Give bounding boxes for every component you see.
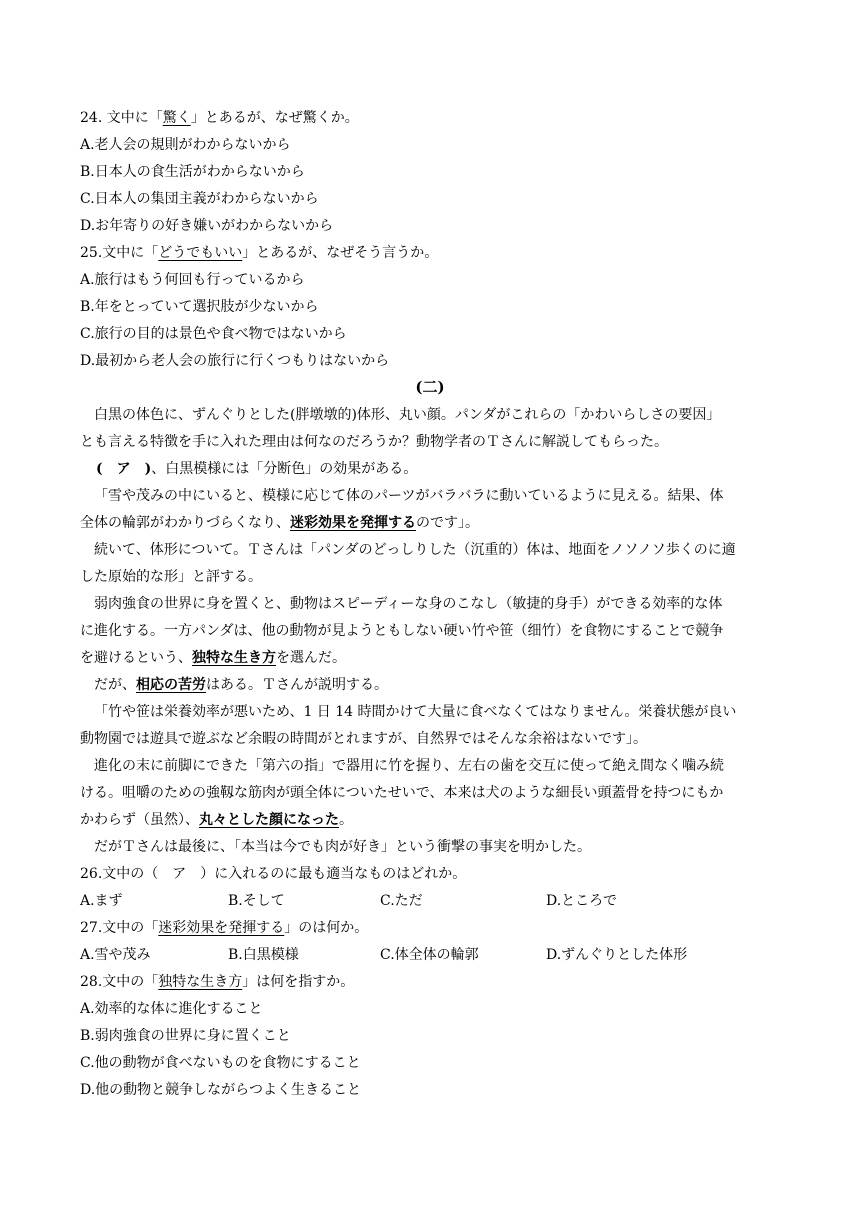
- q28-option-d: D.他の動物と競争しながらつよく生きること: [80, 1082, 362, 1098]
- q24-option-d: D.お年寄りの好き嫌いがわからないから: [80, 218, 334, 234]
- q26-option-a: A.まず: [80, 893, 123, 909]
- q28-option-b: B.弱肉強食の世界に身に置くこと: [80, 1028, 291, 1044]
- section-title: (二): [415, 378, 445, 396]
- passage-p4-line1: 続いて、体形について。Ｔさんは「パンダのどっしりした（沉重的）体は、地面をノソノソ歩くのに適: [94, 542, 736, 558]
- passage-p2-text: 、白黒模様には「分断色」の効果がある。: [151, 461, 418, 477]
- question-24-keyword: 驚く: [162, 110, 191, 126]
- question-28: [80, 972, 354, 992]
- question-25-keyword: どうでもいい: [158, 245, 243, 261]
- q26-option-d: D.ところで: [546, 893, 618, 909]
- passage-p8-line1: 進化の末に前脚にできた「第六の指」で器用に竹を握り、左右の歯を交互に使って絶え間なく噛み続: [94, 758, 724, 774]
- keyword-hardship: 相応の苦労: [136, 677, 206, 693]
- passage-p3-line2: [80, 513, 479, 533]
- passage-p1-line1: 白黒の体色に、ずんぐりとした(胖墩墩的)体形、丸い顔。パンダがこれらの「かわいらしさの要因」: [94, 407, 721, 423]
- passage-p3-line2-post: のです」。: [416, 515, 479, 531]
- q26-option-c: C.ただ: [380, 893, 423, 909]
- question-27-prefix: 27.文中の「: [80, 920, 159, 936]
- keyword-unique-way: 独特な生き方: [192, 650, 276, 666]
- passage-p6-post: はある。Ｔさんが説明する。: [206, 677, 388, 693]
- q25-option-a: A.旅行はもう何回も行っているから: [80, 272, 305, 288]
- question-28-prefix: 28.文中の「: [80, 974, 159, 990]
- passage-p1-line2: とも言える特徴を手に入れた理由は何なのだろうか？動物学者のＴさんに解説してもらった。: [80, 434, 668, 450]
- passage-p7-line2: 動物園では遊具で遊ぶなど余暇の時間がとれますが、自然界ではそんな余裕はないです」。: [80, 731, 647, 747]
- passage-p3-line1: 「雪や茂みの中にいると、模様に応じて体のパーツがバラバラに動いているように見える。結果、体: [94, 488, 724, 504]
- question-24: [80, 108, 359, 128]
- q25-option-d: D.最初から老人会の旅行に行くつもりはないから: [80, 353, 390, 369]
- keyword-round-face: 丸々とした顔になった: [199, 812, 339, 828]
- passage-p5-line2: に進化する。一方パンダは、他の動物が見ようともしない硬い竹や笹（细竹）を食物にすることで競争: [80, 623, 724, 639]
- blank-a: ( ア ): [96, 461, 152, 477]
- q27-option-d: D.ずんぐりとした体形: [546, 947, 688, 963]
- passage-p5-line3-post: を選んだ。: [276, 650, 346, 666]
- q24-option-a: A.老人会の規則がわからないから: [80, 137, 291, 153]
- passage-p5-line1: 弱肉強食の世界に身を置くと、動物はスピーディーな身のこなし（敏捷的身手）ができる効率的な体: [94, 596, 723, 612]
- q26-option-b: B.そして: [228, 893, 285, 909]
- q24-option-b: B.日本人の食生活がわからないから: [80, 164, 305, 180]
- keyword-camouflage: 迷彩効果を発揮する: [290, 515, 416, 531]
- passage-p8-line3: [80, 810, 353, 830]
- passage-p2: [96, 459, 417, 479]
- q28-option-c: C.他の動物が食べないものを食物にすること: [80, 1055, 361, 1071]
- passage-p5-line3-pre: を避けるという、: [80, 650, 192, 666]
- q27-option-b: B.白黒模様: [228, 947, 299, 963]
- passage-p8-line3-post: 。: [339, 812, 353, 828]
- passage-p4-line2: した原始的な形」と評する。: [80, 569, 262, 585]
- question-25: [80, 243, 438, 263]
- passage-p6: [94, 675, 388, 695]
- question-27-suffix: 」のは何か。: [284, 920, 369, 936]
- passage-p8-line3-pre: かわらず（虽然）、: [80, 812, 199, 828]
- question-27: [80, 918, 368, 938]
- passage-p8-line2: ける。咀嚼のための強靱な筋肉が頭全体についたせいで、本来は犬のような細長い頭蓋骨を持つにもか: [80, 785, 724, 801]
- passage-p5-line3: [80, 648, 346, 668]
- q25-option-c: C.旅行の目的は景色や食べ物ではないから: [80, 326, 347, 342]
- q25-option-b: B.年をとっていて選択肢が少ないから: [80, 299, 319, 315]
- question-25-prefix: 25.文中に「: [80, 245, 159, 261]
- question-28-keyword: 独特な生き方: [158, 974, 243, 990]
- question-26: 26.文中の（ ア ）に入れるのに最も適当なものはどれか。: [80, 866, 467, 882]
- q28-option-a: A.効率的な体に進化すること: [80, 1001, 263, 1017]
- passage-p6-pre: だが、: [94, 677, 136, 693]
- question-27-keyword: 迷彩効果を発揮する: [158, 920, 285, 936]
- q24-option-c: C.日本人の集団主義がわからないから: [80, 191, 319, 207]
- passage-p3-line2-pre: 全体の輪郭がわかりづらくなり、: [80, 515, 290, 531]
- question-24-prefix: 24. 文中に「: [80, 110, 163, 126]
- passage-p7-line1: 「竹や笹は栄養効率が悪いため、1 日 14 時間かけて大量に食べなくてはなりません。栄養状態が良い: [94, 704, 737, 720]
- q27-option-c: C.体全体の輪郭: [380, 947, 479, 963]
- question-28-suffix: 」は何を指すか。: [242, 974, 355, 990]
- passage-p9: だがＴさんは最後に、「本当は今でも肉が好き」という衝撃の事実を明かした。: [94, 839, 591, 855]
- question-24-suffix: 」とあるが、なぜ驚くか。: [190, 110, 359, 126]
- question-25-suffix: 」とあるが、なぜそう言うか。: [242, 245, 439, 261]
- q27-option-a: A.雪や茂み: [80, 947, 151, 963]
